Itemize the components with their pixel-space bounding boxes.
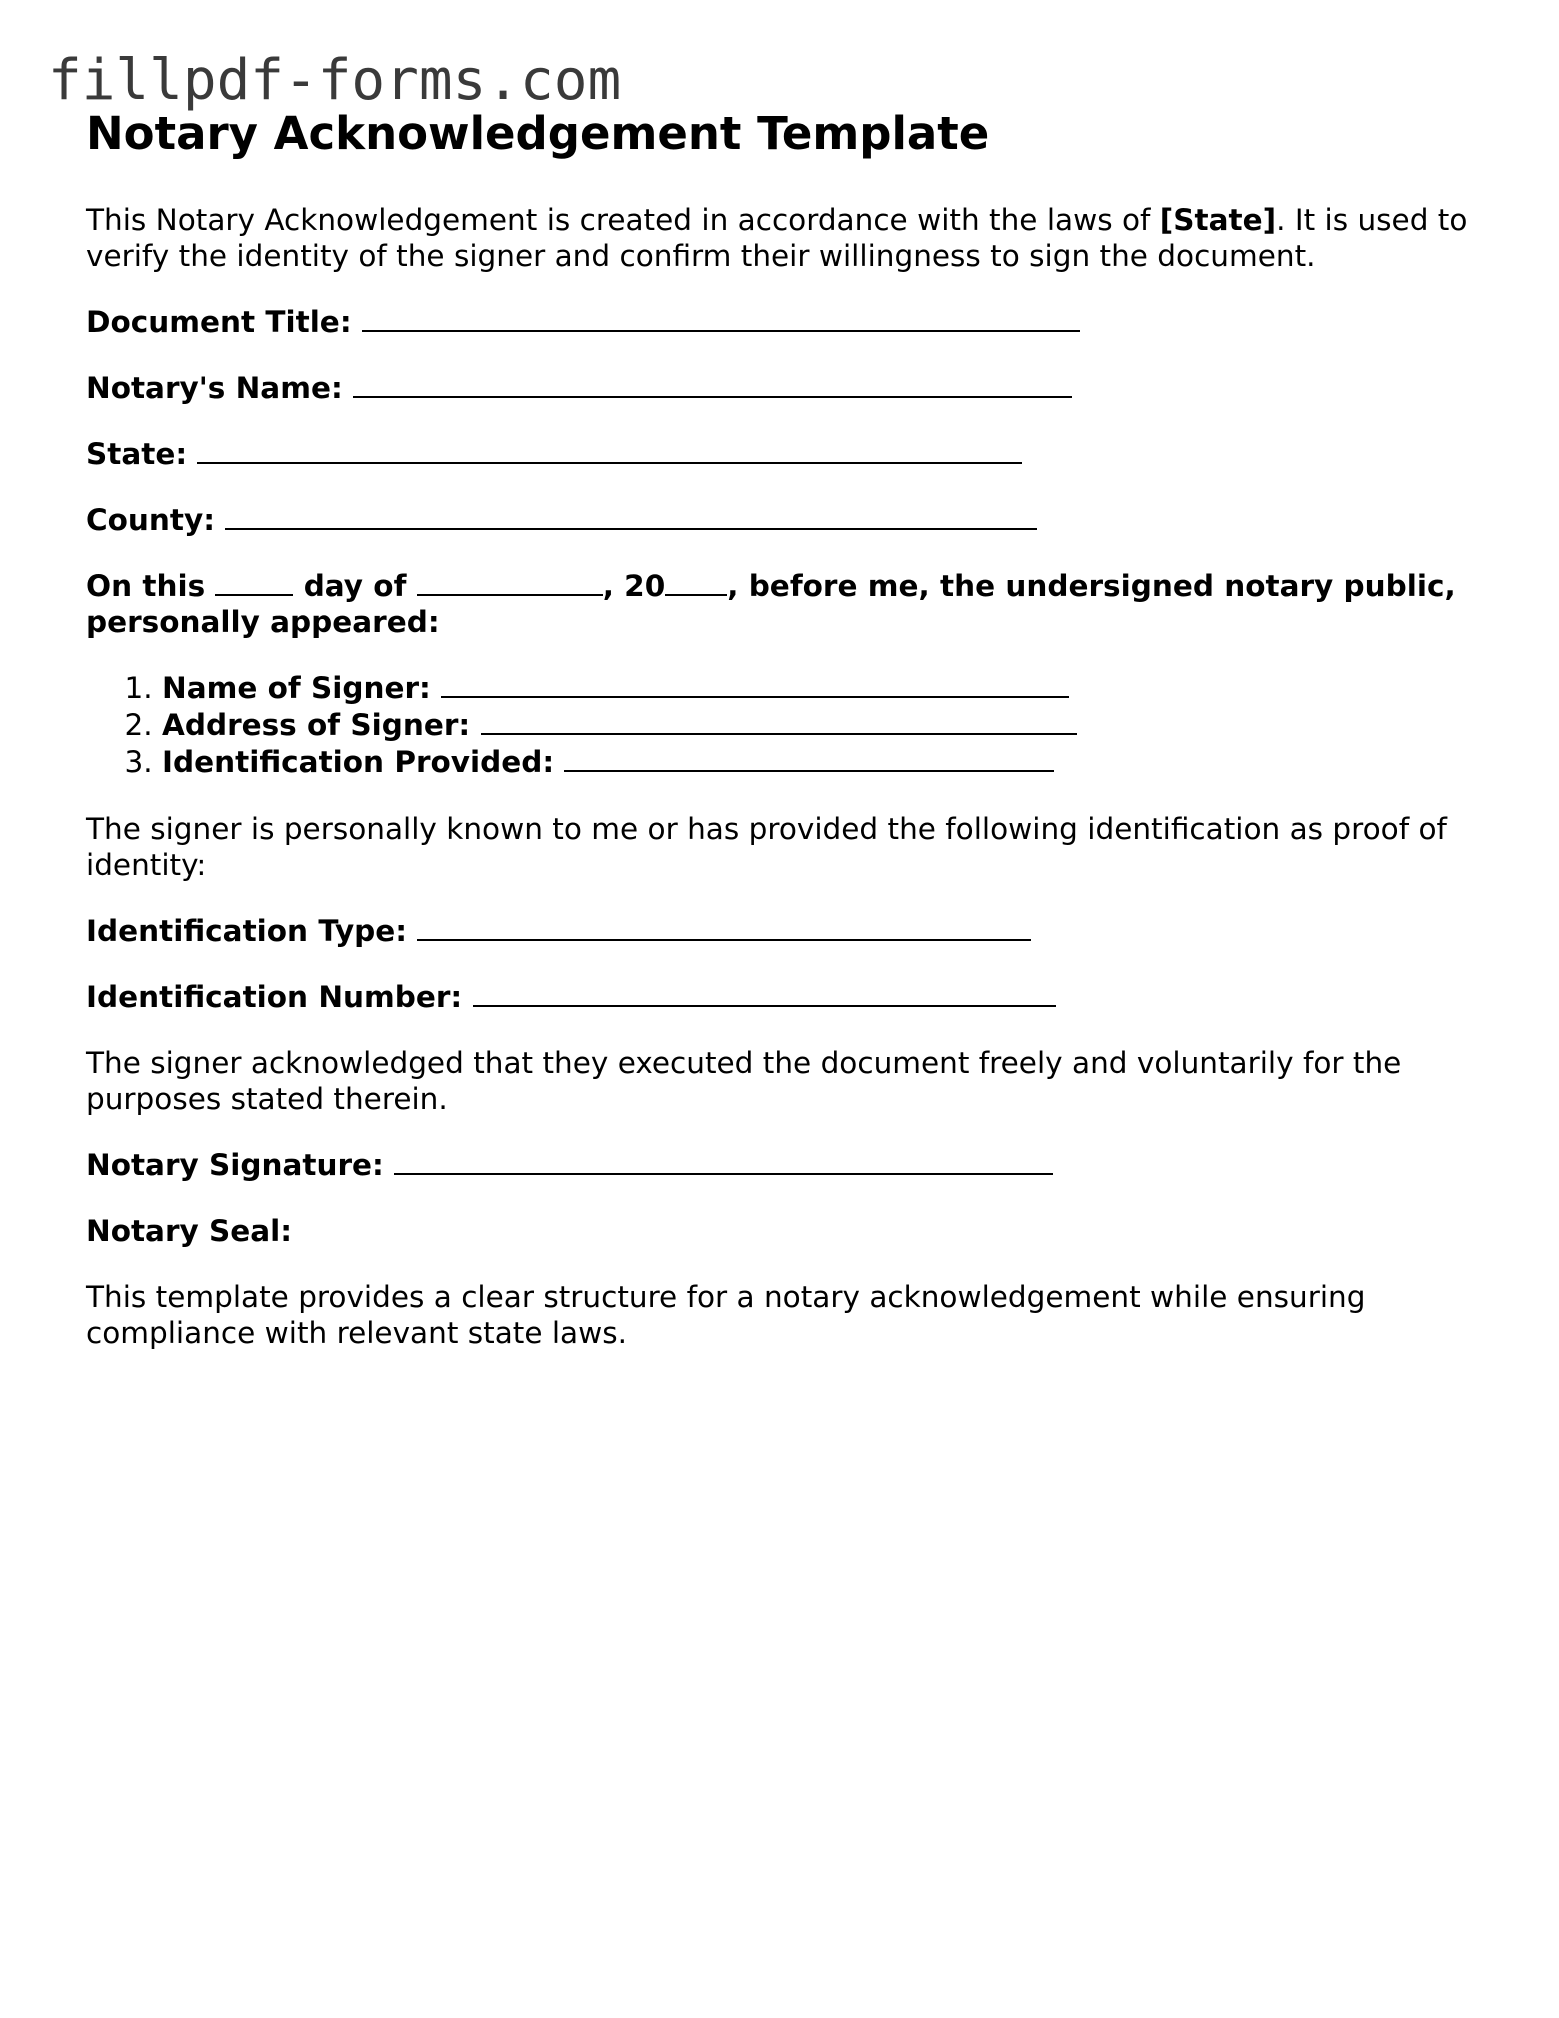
county-label: County: xyxy=(86,503,216,537)
acknowledgement-paragraph: The signer acknowledged that they executed the document freely and voluntarily for the purposes stated therein. xyxy=(86,1046,1402,1116)
state-placeholder: [State] xyxy=(1159,203,1277,237)
list-item xyxy=(162,670,1486,707)
signer-address-label: Address of Signer: xyxy=(162,708,471,742)
date-text-3: , 20 xyxy=(602,569,666,603)
watermark-logo: fillpdf-forms.com xyxy=(48,48,622,113)
notary-signature-blank[interactable] xyxy=(394,1147,1053,1175)
identity-paragraph: The signer is personally known to me or has provided the following identification as proof of identity: xyxy=(86,812,1447,882)
document-title-label: Document Title: xyxy=(86,305,352,339)
intro-text-end: . It is used to verify the identity of the signer and confirm their willingness to sign the document. xyxy=(86,203,1468,273)
intro-paragraph xyxy=(86,202,1486,274)
signer-list xyxy=(86,670,1486,781)
identification-number-field xyxy=(86,979,1486,1015)
notary-signature-field xyxy=(86,1147,1486,1183)
state-field xyxy=(86,436,1486,472)
identification-provided-label: Identification Provided: xyxy=(162,745,555,779)
date-text-1: On this xyxy=(86,569,206,603)
year-blank[interactable] xyxy=(665,568,727,596)
signer-name-label: Name of Signer: xyxy=(162,671,431,705)
list-item xyxy=(162,707,1486,744)
date-text-4: , before me, the undersigned notary public, personally appeared: xyxy=(86,569,1456,639)
notary-name-field xyxy=(86,370,1486,406)
document-page xyxy=(86,106,1486,1351)
appearance-statement xyxy=(86,568,1486,640)
notary-seal-label: Notary Seal: xyxy=(86,1214,293,1248)
signer-address-blank[interactable] xyxy=(481,707,1077,735)
notary-signature-label: Notary Signature: xyxy=(86,1148,384,1182)
intro-text-start: This Notary Acknowledgement is created in accordance with the laws of xyxy=(86,203,1160,237)
identification-number-label: Identification Number: xyxy=(86,980,463,1014)
identification-type-field xyxy=(86,913,1486,949)
month-blank[interactable] xyxy=(417,568,603,596)
identification-number-blank[interactable] xyxy=(473,979,1056,1007)
signer-name-blank[interactable] xyxy=(441,670,1069,698)
county-blank[interactable] xyxy=(225,502,1037,530)
identification-provided-blank[interactable] xyxy=(564,744,1054,772)
notary-name-blank[interactable] xyxy=(353,370,1072,398)
list-item xyxy=(162,744,1486,781)
date-text-2: day of xyxy=(303,569,407,603)
state-blank[interactable] xyxy=(197,436,1022,464)
notary-name-label: Notary's Name: xyxy=(86,371,343,405)
identification-type-label: Identification Type: xyxy=(86,914,408,948)
page-title: Notary Acknowledgement Template xyxy=(86,107,990,160)
closing-paragraph: This template provides a clear structure for a notary acknowledgement while ensuring compliance with relevant state laws. xyxy=(86,1280,1366,1350)
document-title-field xyxy=(86,304,1486,340)
state-label: State: xyxy=(86,437,188,471)
day-blank[interactable] xyxy=(215,568,293,596)
county-field xyxy=(86,502,1486,538)
document-title-blank[interactable] xyxy=(362,304,1080,332)
identification-type-blank[interactable] xyxy=(417,913,1031,941)
